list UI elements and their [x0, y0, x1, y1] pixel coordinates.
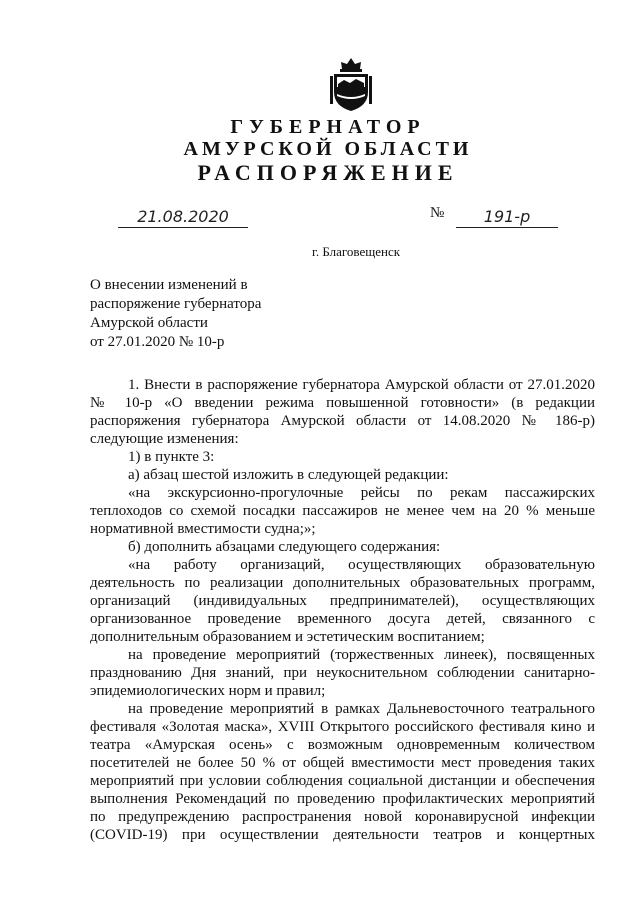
body-line: на проведение мероприятий (торжественных линеек), посвященных [128, 647, 595, 663]
body-line: 1. Внести в распоряжение губернатора Амурской области от 27.01.2020 [128, 377, 595, 393]
coat-of-arms-icon [328, 56, 374, 112]
body-line: фестиваля «Золотая маска», XVIII Открытого российского фестиваля кино и [90, 719, 595, 735]
body-line: «на работу организаций, осуществляющих образовательную [128, 557, 595, 573]
subject-line: распоряжение губернатора [90, 296, 262, 312]
issuer-title: ГУБЕРНАТОР [230, 116, 426, 138]
body-line: следующие изменения: [90, 431, 239, 447]
body-line: по предупреждению распространения новой коронавирусной инфекции [90, 809, 595, 825]
issuer-region: АМУРСКОЙ ОБЛАСТИ [183, 138, 473, 160]
document-subject [90, 276, 390, 352]
body-line: на проведение мероприятий в рамках Дальневосточного театрального [128, 701, 595, 717]
body-line: 1) в пункте 3: [128, 449, 215, 465]
body-line: распоряжения губернатора Амурской области от 14.08.2020 № 186-р) [90, 413, 595, 429]
body-line: театра «Амурская осень» с возможным одновременным количеством [90, 737, 595, 753]
subject-line: О внесении изменений в [90, 277, 248, 293]
body-line: «на экскурсионно-прогулочные рейсы по рекам пассажирских [128, 485, 595, 501]
document-type: РАСПОРЯЖЕНИЕ [197, 160, 459, 185]
body-line: б) дополнить абзацами следующего содержания: [128, 539, 441, 555]
body-line: посетителей не более 50 % от общей вместимости мест проведения таких [90, 755, 595, 771]
body-line: а) абзац шестой изложить в следующей редакции: [128, 467, 449, 483]
body-line: деятельность по реализации дополнительных образовательных программ, [90, 575, 595, 591]
body-line: эпидемиологических норм и правил; [90, 683, 326, 699]
body-line: празднованию Дня знаний, при неукоснительном соблюдении санитарно- [90, 665, 595, 681]
number-label: № [430, 205, 445, 221]
document-body [90, 376, 595, 844]
document-date: 21.08.2020 [118, 205, 248, 228]
body-line: дополнительным образованием и эстетическим воспитанием; [90, 629, 485, 645]
document-number: 191-р [456, 205, 558, 228]
body-line: № 10-р «О введении режима повышенной готовности» (в редакции [90, 395, 595, 411]
body-line: выполнения Рекомендаций по проведению профилактических мероприятий [90, 791, 595, 807]
body-line: организаций (индивидуальных предпринимателей), осуществляющих [90, 593, 595, 609]
body-line: теплоходов со схемой посадки пассажиров не менее чем на 20 % меньше [90, 503, 595, 519]
subject-line: от 27.01.2020 № 10-р [90, 334, 225, 350]
body-line: организованное проведение временного досуга детей, связанного с [90, 611, 595, 627]
body-line: (COVID-19) при осуществлении деятельности театров и концертных [90, 827, 595, 843]
city: г. Благовещенск [311, 244, 401, 259]
subject-line: Амурской области [90, 315, 208, 331]
body-line: мероприятий при условии соблюдения социальной дистанции и обеспечения [90, 773, 595, 789]
body-line: нормативной вместимости судна;»; [90, 521, 316, 537]
